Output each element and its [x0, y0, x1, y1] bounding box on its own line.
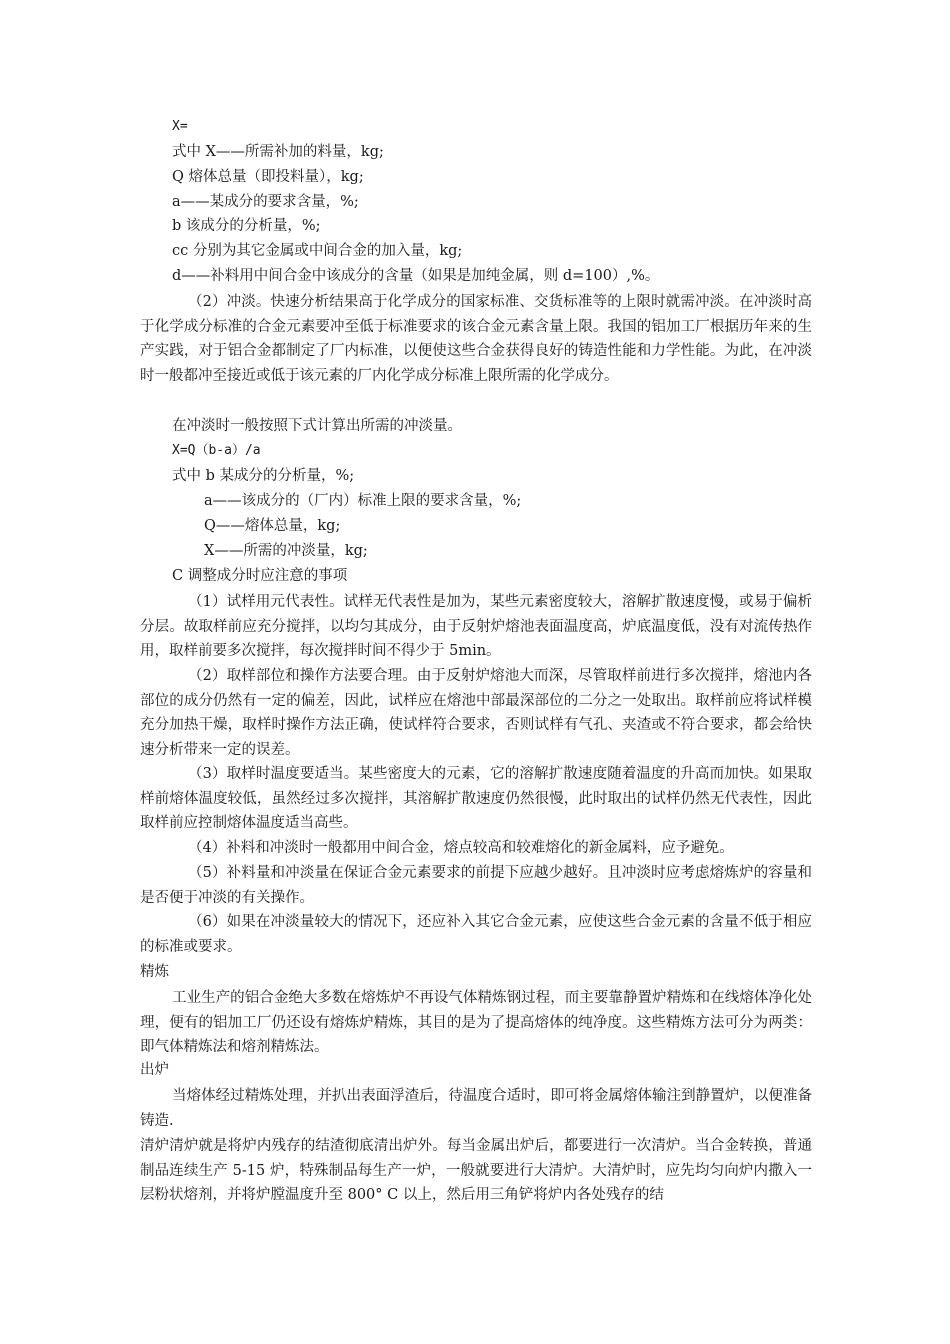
notes-heading: C 调整成分时应注意的事项 — [172, 568, 348, 584]
tapping-heading: 出炉 — [140, 1062, 169, 1078]
notes-item-3: （3）取样时温度要适当。某些密度大的元素，它的溶解扩散速度随着温度的升高而加快。如果取样前熔体温度较低，虽然经过多次搅拌，其溶解扩散速度仍然很慢，此时取出的试样仍然无代表性，因此取样前应控制熔体温度适当高些。 — [140, 766, 812, 831]
dilution-def-a: a——该成分的（厂内）标准上限的要求含量，%; — [204, 493, 522, 509]
dilution-def-x: X——所需的冲淡量，kg; — [204, 543, 368, 559]
definition-d: d——补料用中间合金中该成分的含量（如果是加纯金属，则 d=100）,%。 — [172, 268, 660, 284]
refining-heading: 精炼 — [140, 964, 169, 980]
definition-b: b 该成分的分析量，%; — [172, 218, 321, 234]
dilution-calc-intro: 在冲淡时一般按照下式计算出所需的冲淡量。 — [172, 418, 462, 434]
dilution-def-q: Q——熔体总量，kg; — [204, 518, 341, 534]
definition-x: 式中 X——所需补加的料量，kg; — [172, 144, 384, 160]
refining-paragraph: 工业生产的铝合金绝大多数在熔炼炉不再设气体精炼钢过程，而主要靠静置炉精炼和在线熔体净化处理，便有的铝加工厂仍还设有熔炼炉精炼，其目的是为了提高熔体的纯净度。这些精炼方法可分为两类：即气体精炼法和熔剂精炼法。 — [140, 990, 812, 1055]
dilution-formula: X=Q（b-a）/a — [172, 443, 261, 458]
notes-item-2: （2）取样部位和操作方法要合理。由于反射炉熔池大而深，尽管取样前进行多次搅拌，熔池内各部位的成分仍然有一定的偏差，因此，试样应在熔池中部最深部位的二分之一处取出。取样前应将试样模充分加热干燥，取样时操作方法正确，使试样符合要求，否则试样有气孔、夹渣或不符合要求，都会给快速分析带来一定的误差。 — [140, 668, 812, 758]
notes-item-4: （4）补料和冲淡时一般都用中间合金，熔点较高和较难熔化的新金属料，应予避免。 — [188, 840, 734, 856]
formula-x-eq: X= — [172, 119, 188, 134]
definition-q: Q 熔体总量（即投料量），kg; — [172, 169, 364, 185]
dilution-def-b: 式中 b 某成分的分析量，%; — [172, 468, 355, 484]
definition-cc: cc 分别为其它金属或中间合金的加入量，kg; — [172, 243, 463, 259]
notes-item-6: （6）如果在冲淡量较大的情况下，还应补入其它合金元素，应使这些合金元素的含量不低于相应的标准或要求。 — [140, 914, 812, 955]
dilution-paragraph: （2）冲淡。快速分析结果高于化学成分的国家标准、交货标准等的上限时就需冲淡。在冲淡时高于化学成分标准的合金元素要冲至低于标准要求的该合金元素含量上限。我国的铝加工厂根据历年来的生产实践，对于铝合金都制定了厂内标准，以便使这些合金获得良好的铸造性能和力学性能。为此，在冲淡时一般都冲至接近或低于该元素的厂内化学成分标准上限所需的化学成分。 — [140, 294, 812, 384]
cleaning-paragraph: 清炉清炉就是将炉内残存的结渣彻底清出炉外。每当金属出炉后，都要进行一次清炉。当合金转换，普通制品连续生产 5-15 炉，特殊制品每生产一炉，一般就要进行大清炉。大清炉时，应先均匀向炉内撒入一层粉状熔剂，并将炉膛温度升至 800° C 以上，然后用三角铲将炉内各处残存的结 — [140, 1138, 812, 1203]
notes-item-1: （1）试样用元代表性。试样无代表性是加为，某些元素密度较大，溶解扩散速度慢，或易于偏析分层。故取样前应充分搅拌，以均匀其成分，由于反射炉熔池表面温度高，炉底温度低，没有对流传热作用，取样前要多次搅拌，每次搅拌时间不得少于 5min。 — [140, 594, 812, 659]
tapping-paragraph: 当熔体经过精炼处理，并扒出表面浮渣后，待温度合适时，即可将金属熔体输注到静置炉，以便准备铸造. — [140, 1088, 812, 1129]
notes-item-5: （5）补料量和冲淡量在保证合金元素要求的前提下应越少越好。且冲淡时应考虑熔炼炉的容量和是否便于冲淡的有关操作。 — [140, 865, 812, 906]
definition-a: a——某成分的要求含量，%; — [172, 194, 359, 210]
